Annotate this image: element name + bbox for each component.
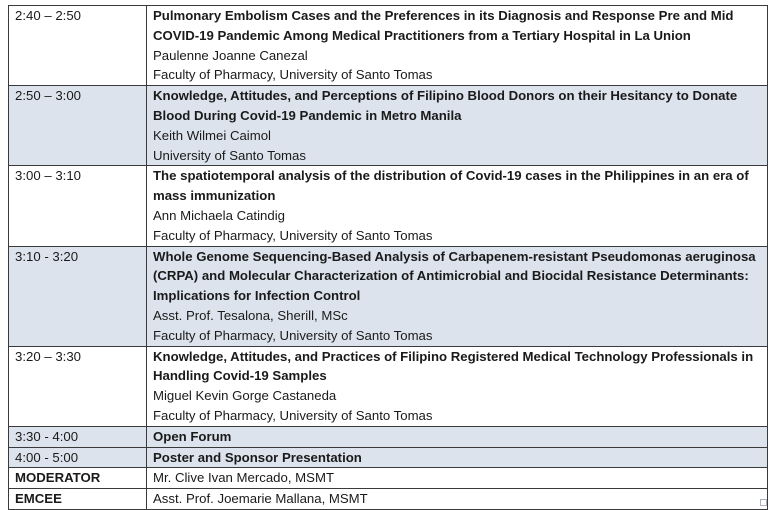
open-forum-label: Open Forum bbox=[153, 428, 232, 444]
session-presenter: Miguel Kevin Gorge Castaneda bbox=[153, 388, 337, 404]
session-time: 3:20 – 3:30 bbox=[9, 346, 147, 426]
moderator-role: MODERATOR bbox=[9, 468, 147, 489]
session-affiliation: University of Santo Tomas bbox=[153, 147, 306, 163]
session-presenter: Paulenne Joanne Canezal bbox=[153, 47, 308, 63]
session-time: 3:00 – 3:10 bbox=[9, 166, 147, 246]
session-affiliation: Faculty of Pharmacy, University of Santo Tomas bbox=[153, 407, 433, 423]
session-affiliation: Faculty of Pharmacy, University of Santo Tomas bbox=[153, 327, 433, 343]
session-title: Pulmonary Embolism Cases and the Preferences in its Diagnosis and Response Pre and Mid COVID-19 Pandemic Among Medical Practitioners from a Tertiary Hospital in La Union bbox=[153, 8, 734, 43]
moderator-row bbox=[9, 468, 768, 489]
session-details bbox=[147, 346, 768, 426]
session-affiliation: Faculty of Pharmacy, University of Santo Tomas bbox=[153, 227, 433, 243]
session-affiliation: Faculty of Pharmacy, University of Santo Tomas bbox=[153, 67, 433, 83]
session-row bbox=[9, 346, 768, 426]
session-title: Knowledge, Attitudes, and Practices of Filipino Registered Medical Technology Professionals in Handling Covid-19 Samples bbox=[153, 348, 754, 384]
program-schedule-table bbox=[8, 5, 768, 510]
session-row bbox=[9, 246, 768, 346]
emcee-role: EMCEE bbox=[9, 489, 147, 510]
open-forum-details bbox=[147, 426, 768, 447]
session-row bbox=[9, 166, 768, 246]
session-time: 2:40 – 2:50 bbox=[9, 6, 147, 86]
session-title: Knowledge, Attitudes, and Perceptions of Filipino Blood Donors on their Hesitancy to Donate Blood During Covid-19 Pandemic in Metro Manila bbox=[153, 88, 738, 123]
session-details bbox=[147, 246, 768, 346]
moderator-name: Mr. Clive Ivan Mercado, MSMT bbox=[147, 468, 768, 489]
session-title: The spatiotemporal analysis of the distribution of Covid-19 cases in the Philippines in an era of mass immunization bbox=[153, 168, 749, 204]
session-presenter: Keith Wilmei Caimol bbox=[153, 127, 271, 143]
poster-row bbox=[9, 447, 768, 468]
session-details bbox=[147, 6, 768, 86]
session-presenter: Asst. Prof. Tesalona, Sherill, MSc bbox=[153, 307, 348, 323]
session-details bbox=[147, 166, 768, 246]
emcee-row bbox=[9, 489, 768, 510]
open-forum-time: 3:30 - 4:00 bbox=[9, 426, 147, 447]
page-corner-marker bbox=[760, 499, 767, 506]
poster-details bbox=[147, 447, 768, 468]
session-time: 2:50 – 3:00 bbox=[9, 86, 147, 166]
poster-label: Poster and Sponsor Presentation bbox=[153, 449, 362, 465]
poster-time: 4:00 - 5:00 bbox=[9, 447, 147, 468]
session-title: Whole Genome Sequencing-Based Analysis of Carbapenem-resistant Pseudomonas aeruginosa (CRPA) and Molecular Characterization of Antimicrobial and Biocidal Resistance Determinants: Implications for Infection Control bbox=[153, 248, 756, 304]
session-presenter: Ann Michaela Catindig bbox=[153, 207, 285, 223]
session-row bbox=[9, 86, 768, 166]
emcee-name: Asst. Prof. Joemarie Mallana, MSMT bbox=[147, 489, 768, 510]
session-row bbox=[9, 6, 768, 86]
session-details bbox=[147, 86, 768, 166]
open-forum-row bbox=[9, 426, 768, 447]
session-time: 3:10 - 3:20 bbox=[9, 246, 147, 346]
